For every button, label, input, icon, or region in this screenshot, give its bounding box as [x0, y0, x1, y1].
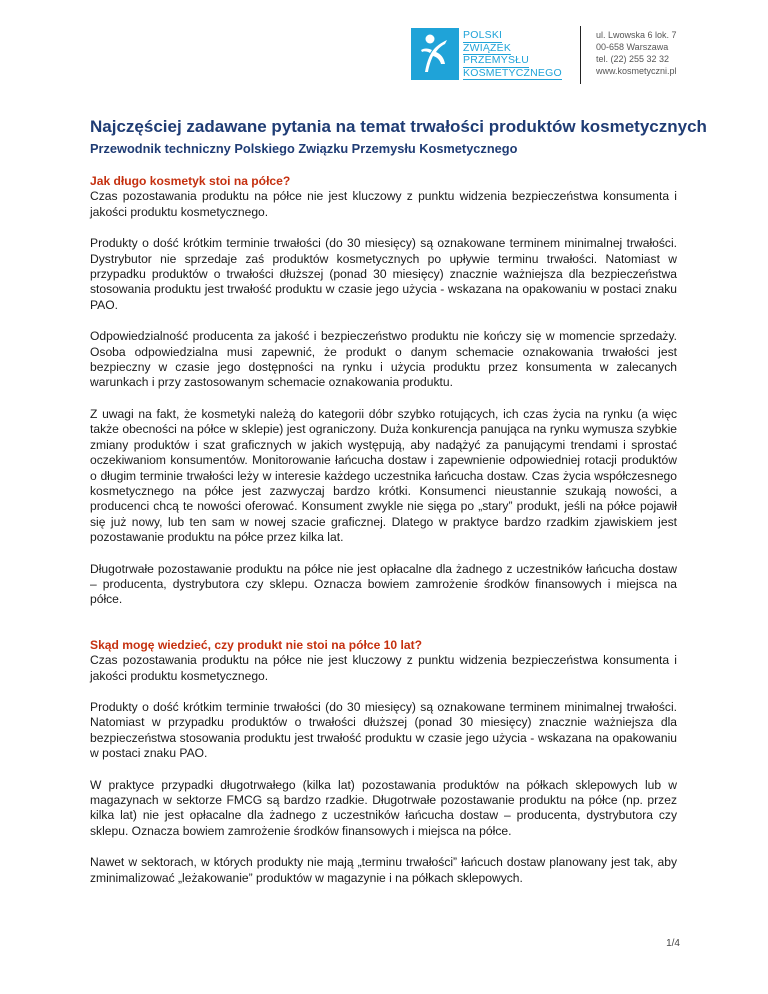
address-block [596, 29, 677, 77]
document-subtitle: Przewodnik techniczny Polskiego Związku Przemysłu Kosmetycznego [90, 141, 518, 156]
address-street: ul. Lwowska 6 lok. 7 [596, 30, 677, 40]
logo-wordmark [463, 30, 562, 80]
question-heading: Jak długo kosmetyk stoi na półce? [90, 174, 291, 188]
pzpk-logo [411, 28, 571, 80]
paragraph: Odpowiedzialność producenta za jakość i bezpieczeństwo produktu nie kończy się w momencie sprzedaży. Osoba odpowiedzialna musi zapewnić, że produkt o danym schemacie oznakowania trwałości jest bezpieczny w czasie jego dostępności na rynku i użycia produktu przez konsumenta w zalecanych warunkach i przy zastosowanym schemacie oznakowania produktu. [90, 329, 677, 390]
paragraph: Z uwagi na fakt, że kosmetyki należą do kategorii dóbr szybko rotujących, ich czas życia na rynku (a więc także obecności na półce w sklepie) jest ograniczony. Duża konkurencja panująca na rynku wymusza szybkie zmiany produktów i szat graficznych w jakich występują, aby nadążyć za panującymi trendami i sprostać oczekiwaniom konsumentów. Monitorowanie łańcucha dostaw i zapewnienie odpowiedniej rotacji produktów o długim terminie trwałości leży w interesie każdego uczestnika łańcucha dostaw. Czas życia współczesnego kosmetycznego na półce jest zazwyczaj bardzo krótki. Konsumenci nieustannie szukają nowości, a producenci chcą te nowości oferować. Konsument zwykle nie sięga po „stary” produkt, jeśli na półce pojawił się już nowy, lub ten sam w nowej szacie graficznej. Dlatego w praktyce bardzo rzadkim zjawiskiem jest pozostawanie produktu na półce przez kilka lat. [90, 406, 677, 545]
logo-mark-icon [411, 28, 459, 80]
address-city: 00-658 Warszawa [596, 42, 669, 52]
paragraph: Czas pozostawania produktu na półce nie jest kluczowy z punktu widzenia bezpieczeństwa konsumenta i jakości produktu kosmetycznego. [90, 189, 677, 219]
paragraph: Produkty o dość krótkim terminie trwałości (do 30 miesięcy) są oznakowane terminem minimalnej trwałości. Dystrybutor nie sprzedaje zaś produktów kosmetycznych po upływie terminu trwałości. Natomiast w przypadku produktów o trwałości dłuższej (ponad 30 miesięcy) znacznie ważniejsza dla bezpieczeństwa stosowania produktu jest trwałość produktu w czasie jego użycia - wskazana na opakowaniu w postaci znaku PAO. [90, 236, 677, 312]
document-title: Najczęściej zadawane pytania na temat trwałości produktów kosmetycznych [90, 117, 707, 136]
header-divider [580, 26, 581, 84]
paragraph: Produkty o dość krótkim terminie trwałości (do 30 miesięcy) są oznakowane terminem minimalnej trwałości. Natomiast w przypadku produktów o trwałości dłuższej (ponad 30 miesięcy) znacznie ważniejsza dla bezpieczeństwa stosowania produktu jest trwałość produktu w czasie jego użycia - wskazana na opakowaniu w postaci znaku PAO. [90, 699, 677, 761]
paragraph: Nawet w sektorach, w których produkty nie mają „terminu trwałości” łańcuch dostaw planowany jest tak, aby zminimalizować „leżakowanie” produktów w magazynie i na półkach sklepowych. [90, 855, 677, 885]
paragraph: Czas pozostawania produktu na półce nie jest kluczowy z punktu widzenia bezpieczeństwa konsumenta i jakości produktu kosmetycznego. [90, 653, 677, 683]
document-body [90, 174, 677, 886]
logo-line-4: KOSMETYCZNEGO [463, 66, 562, 79]
paragraph: Długotrwałe pozostawanie produktu na półce nie jest opłacalne dla żadnego z uczestników łańcucha dostaw – producenta, dystrybutora czy sklepu. Oznacza bowiem zamrożenie środków finansowych i miejsca na półce. [90, 561, 677, 607]
address-website[interactable]: www.kosmetyczni.pl [596, 66, 677, 76]
logo-line-2: ZWIĄZEK [463, 41, 512, 54]
logo-line-1: POLSKI [463, 29, 503, 41]
page-number: 1/4 [666, 938, 680, 949]
paragraph: W praktyce przypadki długotrwałego (kilka lat) pozostawania produktów na półkach sklepowych lub w magazynach w sektorze FMCG są bardzo rzadkie. Długotrwałe pozostawanie produktu na półce (np. przez kilka lat) nie jest opłacalne dla żadnego z uczestników łańcucha dostaw – producenta, dystrybutora czy sklepu. Oznacza bowiem zamrożenie środków finansowych i miejsca na półce. [90, 777, 677, 838]
question-heading: Skąd mogę wiedzieć, czy produkt nie stoi na półce 10 lat? [90, 637, 422, 652]
logo-line-3: PRZEMYSŁU [463, 54, 529, 67]
address-phone: tel. (22) 255 32 32 [596, 54, 670, 64]
